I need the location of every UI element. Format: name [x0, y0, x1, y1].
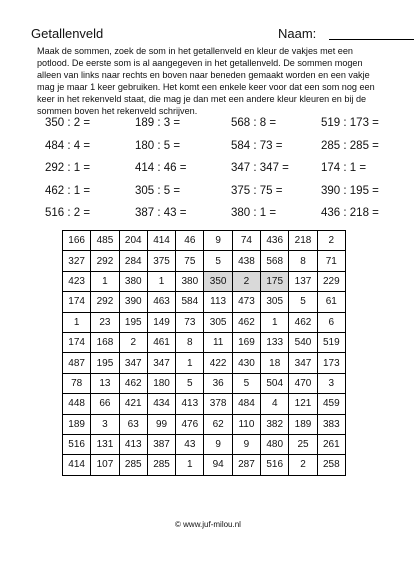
grid-cell[interactable]: 382	[261, 414, 289, 434]
grid-cell[interactable]: 285	[147, 455, 175, 475]
grid-row	[63, 373, 346, 393]
grid-cell[interactable]: 347	[289, 353, 317, 373]
grid-cell[interactable]: 484	[232, 394, 260, 414]
grid-cell[interactable]: 218	[289, 231, 317, 251]
grid-cell[interactable]: 74	[232, 231, 260, 251]
sum-row	[45, 162, 385, 185]
grid-cell[interactable]: 110	[232, 414, 260, 434]
grid-cell[interactable]: 61	[317, 292, 345, 312]
grid-cell[interactable]: 4	[261, 394, 289, 414]
sum-item: 462 : 1 =	[45, 184, 91, 197]
grid-cell[interactable]: 414	[147, 231, 175, 251]
grid-row	[63, 231, 346, 251]
grid-cell[interactable]: 18	[261, 353, 289, 373]
grid-cell[interactable]: 480	[261, 434, 289, 454]
grid-cell[interactable]: 516	[261, 455, 289, 475]
grid-cell[interactable]: 378	[204, 394, 232, 414]
grid-cell[interactable]: 25	[289, 434, 317, 454]
grid-cell[interactable]: 62	[204, 414, 232, 434]
grid-cell[interactable]: 94	[204, 455, 232, 475]
sum-row	[45, 185, 385, 208]
grid-cell[interactable]: 287	[232, 455, 260, 475]
grid-cell[interactable]: 413	[119, 434, 147, 454]
grid-cell[interactable]: 485	[91, 231, 119, 251]
grid-cell[interactable]: 2	[317, 231, 345, 251]
grid-row	[63, 292, 346, 312]
grid-cell[interactable]: 327	[63, 251, 91, 271]
grid-row	[63, 353, 346, 373]
grid-cell[interactable]: 423	[63, 271, 91, 291]
grid-cell[interactable]: 1	[147, 271, 175, 291]
grid-cell[interactable]: 174	[63, 292, 91, 312]
sum-item: 285 : 285 =	[321, 139, 379, 152]
grid-cell[interactable]: 438	[232, 251, 260, 271]
grid-row	[63, 414, 346, 434]
grid-cell[interactable]: 189	[289, 414, 317, 434]
grid-cell[interactable]: 204	[119, 231, 147, 251]
grid-cell[interactable]: 195	[119, 312, 147, 332]
grid-row	[63, 251, 346, 271]
grid-cell[interactable]: 470	[289, 373, 317, 393]
grid-cell[interactable]: 387	[147, 434, 175, 454]
sum-item: 436 : 218 =	[321, 207, 379, 219]
grid-cell[interactable]: 487	[63, 353, 91, 373]
sum-item: 414 : 46 =	[135, 162, 187, 174]
grid-row	[63, 332, 346, 352]
grid-cell[interactable]: 463	[147, 292, 175, 312]
grid-cell[interactable]: 504	[261, 373, 289, 393]
grid-cell[interactable]: 9	[204, 434, 232, 454]
grid-cell[interactable]: 285	[119, 455, 147, 475]
grid-cell[interactable]: 305	[261, 292, 289, 312]
grid-cell[interactable]: 13	[91, 373, 119, 393]
grid-cell[interactable]: 175	[261, 271, 289, 291]
sum-item: 519 : 173 =	[321, 117, 379, 129]
grid-cell[interactable]: 5	[176, 373, 204, 393]
grid-cell[interactable]: 43	[176, 434, 204, 454]
grid-cell[interactable]: 149	[147, 312, 175, 332]
grid-cell[interactable]: 169	[232, 332, 260, 352]
grid-cell[interactable]: 133	[261, 332, 289, 352]
grid-row	[63, 271, 346, 291]
grid-cell[interactable]: 229	[317, 271, 345, 291]
grid-cell[interactable]: 473	[232, 292, 260, 312]
grid-cell[interactable]: 63	[119, 414, 147, 434]
grid-cell[interactable]: 131	[91, 434, 119, 454]
grid-cell[interactable]: 1	[176, 353, 204, 373]
grid-cell[interactable]: 113	[204, 292, 232, 312]
grid-cell[interactable]: 519	[317, 332, 345, 352]
grid-cell[interactable]: 261	[317, 434, 345, 454]
grid-cell[interactable]: 430	[232, 353, 260, 373]
grid-cell[interactable]: 75	[176, 251, 204, 271]
grid-cell[interactable]: 2	[119, 332, 147, 352]
grid-row	[63, 312, 346, 332]
grid-cell[interactable]: 121	[289, 394, 317, 414]
sum-item: 180 : 5 =	[135, 139, 181, 152]
grid-cell[interactable]: 422	[204, 353, 232, 373]
grid-cell[interactable]: 305	[204, 312, 232, 332]
grid-row	[63, 455, 346, 475]
sum-item: 584 : 73 =	[231, 139, 283, 152]
grid-cell[interactable]: 137	[289, 271, 317, 291]
sum-item: 387 : 43 =	[135, 207, 187, 219]
name-field-line[interactable]	[329, 39, 414, 40]
grid-cell[interactable]: 292	[91, 292, 119, 312]
name-label: Naam:	[278, 26, 317, 41]
grid-cell[interactable]: 73	[176, 312, 204, 332]
grid-cell[interactable]: 380	[119, 271, 147, 291]
grid-cell[interactable]: 9	[204, 231, 232, 251]
instructions-text: Maak de sommen, zoek de som in het getallenveld en kleur de vakjes met een potlood. De eerste som is al aangegeven in het getallenveld. De sommen mogen alleen van links naar rechts en boven naar beneden gemaakt worden en een vakje mag je maar 1 keer gebruiken. Het komt een enkele keer voor dat een som nog een keer in het rekenveld staat, die mag je dan met een andere kleur kleuren en bij de sommen boven het rekenveld schrijven.	[37, 46, 375, 116]
grid-cell[interactable]: 11	[204, 332, 232, 352]
grid-cell[interactable]: 390	[119, 292, 147, 312]
grid-cell[interactable]: 195	[91, 353, 119, 373]
grid-cell[interactable]: 461	[147, 332, 175, 352]
grid-cell[interactable]: 71	[317, 251, 345, 271]
sum-item: 568 : 8 =	[231, 117, 277, 129]
grid-cell[interactable]: 1	[63, 312, 91, 332]
grid-cell[interactable]: 78	[63, 373, 91, 393]
grid-cell[interactable]: 99	[147, 414, 175, 434]
sum-row	[45, 117, 385, 140]
sums-section	[45, 117, 385, 230]
grid-cell[interactable]: 292	[91, 251, 119, 271]
sum-item: 516 : 2 =	[45, 207, 91, 219]
grid-cell[interactable]: 5	[289, 292, 317, 312]
grid-cell[interactable]: 540	[289, 332, 317, 352]
grid-cell[interactable]: 462	[119, 373, 147, 393]
sum-item: 174 : 1 =	[321, 162, 367, 174]
grid-cell[interactable]: 23	[91, 312, 119, 332]
grid-cell[interactable]: 383	[317, 414, 345, 434]
grid-cell[interactable]: 347	[119, 353, 147, 373]
page-title: Getallenveld	[31, 26, 104, 41]
number-grid	[62, 230, 346, 476]
grid-cell[interactable]: 421	[119, 394, 147, 414]
grid-cell[interactable]: 347	[147, 353, 175, 373]
grid-cell[interactable]: 36	[204, 373, 232, 393]
grid-cell[interactable]: 2	[289, 455, 317, 475]
grid-cell[interactable]: 173	[317, 353, 345, 373]
grid-cell[interactable]: 66	[91, 394, 119, 414]
sum-item: 292 : 1 =	[45, 162, 91, 174]
grid-cell[interactable]: 8	[176, 332, 204, 352]
sum-item: 484 : 4 =	[45, 139, 91, 152]
grid-cell[interactable]: 168	[91, 332, 119, 352]
grid-cell[interactable]: 107	[91, 455, 119, 475]
grid-cell[interactable]: 350	[204, 271, 232, 291]
grid-cell[interactable]: 380	[176, 271, 204, 291]
grid-row	[63, 394, 346, 414]
grid-cell[interactable]: 448	[63, 394, 91, 414]
grid-cell[interactable]: 434	[147, 394, 175, 414]
grid-cell[interactable]: 174	[63, 332, 91, 352]
grid-cell[interactable]: 584	[176, 292, 204, 312]
grid-cell[interactable]: 46	[176, 231, 204, 251]
grid-cell[interactable]: 284	[119, 251, 147, 271]
grid-cell[interactable]: 1	[176, 455, 204, 475]
grid-cell[interactable]: 166	[63, 231, 91, 251]
sum-item: 189 : 3 =	[135, 117, 181, 129]
footer-copyright: © www.juf-milou.nl	[175, 520, 241, 529]
grid-cell[interactable]: 459	[317, 394, 345, 414]
sum-item: 380 : 1 =	[231, 207, 277, 219]
grid-cell[interactable]: 375	[147, 251, 175, 271]
grid-cell[interactable]: 476	[176, 414, 204, 434]
sum-row	[45, 140, 385, 163]
sum-item: 347 : 347 =	[231, 162, 289, 174]
grid-cell[interactable]: 3	[317, 373, 345, 393]
sum-row	[45, 207, 385, 230]
grid-cell[interactable]: 189	[63, 414, 91, 434]
grid-cell[interactable]: 3	[91, 414, 119, 434]
grid-cell[interactable]: 180	[147, 373, 175, 393]
grid-cell[interactable]: 5	[204, 251, 232, 271]
grid-cell[interactable]: 436	[261, 231, 289, 251]
grid-cell[interactable]: 1	[91, 271, 119, 291]
grid-cell[interactable]: 9	[232, 434, 260, 454]
grid-cell[interactable]: 1	[261, 312, 289, 332]
sum-item: 390 : 195 =	[321, 184, 379, 197]
grid-cell[interactable]: 2	[232, 271, 260, 291]
grid-cell[interactable]: 258	[317, 455, 345, 475]
grid-cell[interactable]: 516	[63, 434, 91, 454]
grid-cell[interactable]: 414	[63, 455, 91, 475]
grid-cell[interactable]: 5	[232, 373, 260, 393]
sum-item: 350 : 2 =	[45, 117, 91, 129]
grid-cell[interactable]: 6	[317, 312, 345, 332]
sum-item: 375 : 75 =	[231, 184, 283, 197]
page-header	[31, 26, 391, 44]
grid-cell[interactable]: 462	[289, 312, 317, 332]
grid-cell[interactable]: 568	[261, 251, 289, 271]
grid-cell[interactable]: 8	[289, 251, 317, 271]
grid-cell[interactable]: 462	[232, 312, 260, 332]
grid-cell[interactable]: 413	[176, 394, 204, 414]
sum-item: 305 : 5 =	[135, 184, 181, 197]
grid-row	[63, 434, 346, 454]
